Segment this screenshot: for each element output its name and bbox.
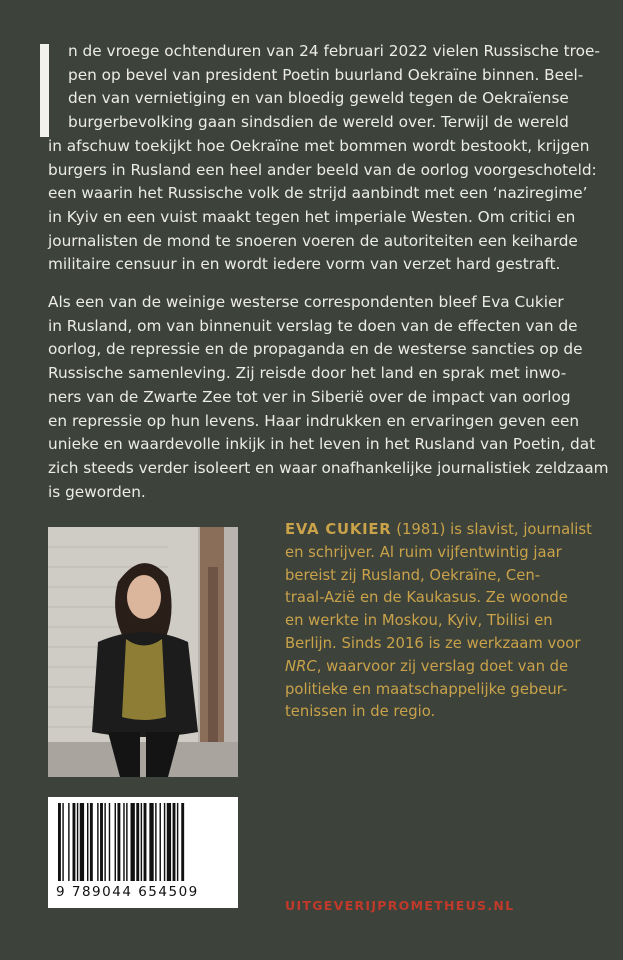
author-portrait-illustration — [48, 527, 238, 777]
barcode-bar — [173, 803, 176, 881]
text-line: in Kyiv en een vuist maakt tegen het imperiale Westen. Om critici en — [48, 207, 576, 226]
author-bio — [285, 519, 592, 724]
bio-line: traal-Azië en de Kaukasus. Ze woonde — [285, 589, 568, 607]
bio-line: Berlijn. Sinds 2016 is ze werkzaam voor — [285, 634, 581, 652]
bio-line-nrc — [285, 656, 585, 679]
barcode — [48, 797, 238, 908]
author-photo — [48, 527, 238, 777]
text-line: zich steeds verder isoleert en waar onafhankelijke journalistiek zeldzaam — [48, 458, 609, 477]
text-line: burgers in Rusland een heel ander beeld van de oorlog voorgeschoteld: — [48, 160, 597, 179]
text-line: Als een van de weinige westerse correspondenten bleef Eva Cukier — [48, 293, 564, 311]
barcode-bar — [109, 803, 110, 881]
text-line: journalisten de mond te snoeren voeren de autoriteiten een keiharde — [48, 231, 578, 250]
barcode-bar — [160, 803, 161, 881]
bio-line: en schrijver. Al ruim vijfentwintig jaar — [285, 543, 562, 561]
text-line: Russische samenleving. Zij reisde door het land en sprak met inwo- — [48, 364, 567, 383]
bio-line: politieke en maatschappelijke gebeur- — [285, 680, 568, 698]
barcode-bar — [155, 803, 156, 881]
barcode-bar — [77, 803, 78, 881]
text-line: pen op bevel van president Poetin buurland Oekraïne binnen. Beel- — [68, 65, 584, 84]
barcode-bar — [104, 803, 105, 881]
barcode-bar — [117, 803, 120, 881]
bio-text: , waarvoor zij verslag doet van de — [316, 657, 569, 675]
text-line: burgerbevolking gaan sindsdien de wereld over. Terwijl de wereld — [68, 113, 569, 132]
barcode-bar — [100, 803, 103, 881]
text-line: in Rusland, om van binnenuit verslag te doen van de effecten van de — [48, 316, 578, 335]
bio-line: en werkte in Moskou, Kyiv, Tbilisi en — [285, 612, 553, 630]
isbn-number: 9 789044 654509 — [56, 884, 199, 900]
bio-line: bereist zij Rusland, Oekraïne, Cen- — [285, 566, 541, 584]
text-line: militaire censuur in en wordt iedere vorm van verzet hard gestraft. — [48, 255, 561, 274]
barcode-bar — [141, 803, 142, 881]
nrc-name: NRC — [285, 657, 317, 675]
barcode-bar — [181, 803, 184, 881]
text-line: een waarin het Russische volk de strijd aanbindt met een ‘naziregime’ — [48, 184, 588, 203]
barcode-bar — [136, 803, 139, 881]
barcode-bar — [97, 803, 98, 881]
text-line: ners van de Zwarte Zee tot ver in Siberië over de impact van oorlog — [48, 387, 571, 406]
barcode-bar — [131, 803, 135, 881]
bio-text: (1981) is slavist, journalist — [391, 521, 592, 538]
barcode-bar — [144, 803, 147, 881]
barcode-bar — [177, 803, 178, 881]
text-line: en repressie op hun levens. Haar indrukken en ervaringen geven een — [48, 411, 580, 430]
author-name: EVA CUKIER — [285, 521, 392, 538]
barcode-bar — [115, 803, 116, 881]
barcode-bar — [149, 803, 153, 881]
barcode-bar — [73, 803, 76, 881]
text-line: oorlog, de repressie en de propaganda en de westerse sancties op de — [48, 340, 583, 359]
barcode-bar — [80, 803, 84, 881]
text-line: den van vernietiging en van bloedig geweld tegen de Oekraïense — [68, 89, 569, 108]
text-line: in afschuw toekijkt hoe Oekraïne met bommen wordt bestookt, krijgen — [48, 136, 590, 155]
barcode-bar — [126, 803, 127, 881]
barcode-bar — [68, 803, 69, 881]
barcode-bar — [90, 803, 93, 881]
barcode-bar — [164, 803, 165, 881]
barcode-bars — [56, 803, 230, 883]
barcode-bar — [62, 803, 63, 881]
barcode-bar — [167, 803, 171, 881]
text-line: is geworden. — [48, 482, 146, 501]
barcode-bar — [58, 803, 61, 881]
second-paragraph — [48, 291, 609, 504]
bio-line: tenissen in de regio. — [285, 703, 436, 721]
publisher-website[interactable]: UITGEVERIJPROMETHEUS.NL — [285, 898, 515, 913]
barcode-bar — [87, 803, 88, 881]
barcode-bar — [123, 803, 124, 881]
bio-first-line — [285, 519, 592, 542]
intro-paragraph — [48, 40, 600, 277]
text-line: unieke en waardevolle inkijk in het leven in het Rusland van Poetin, dat — [48, 435, 596, 454]
text-line: n de vroege ochtenduren van 24 februari 2022 vielen Russische troe- — [68, 42, 600, 60]
